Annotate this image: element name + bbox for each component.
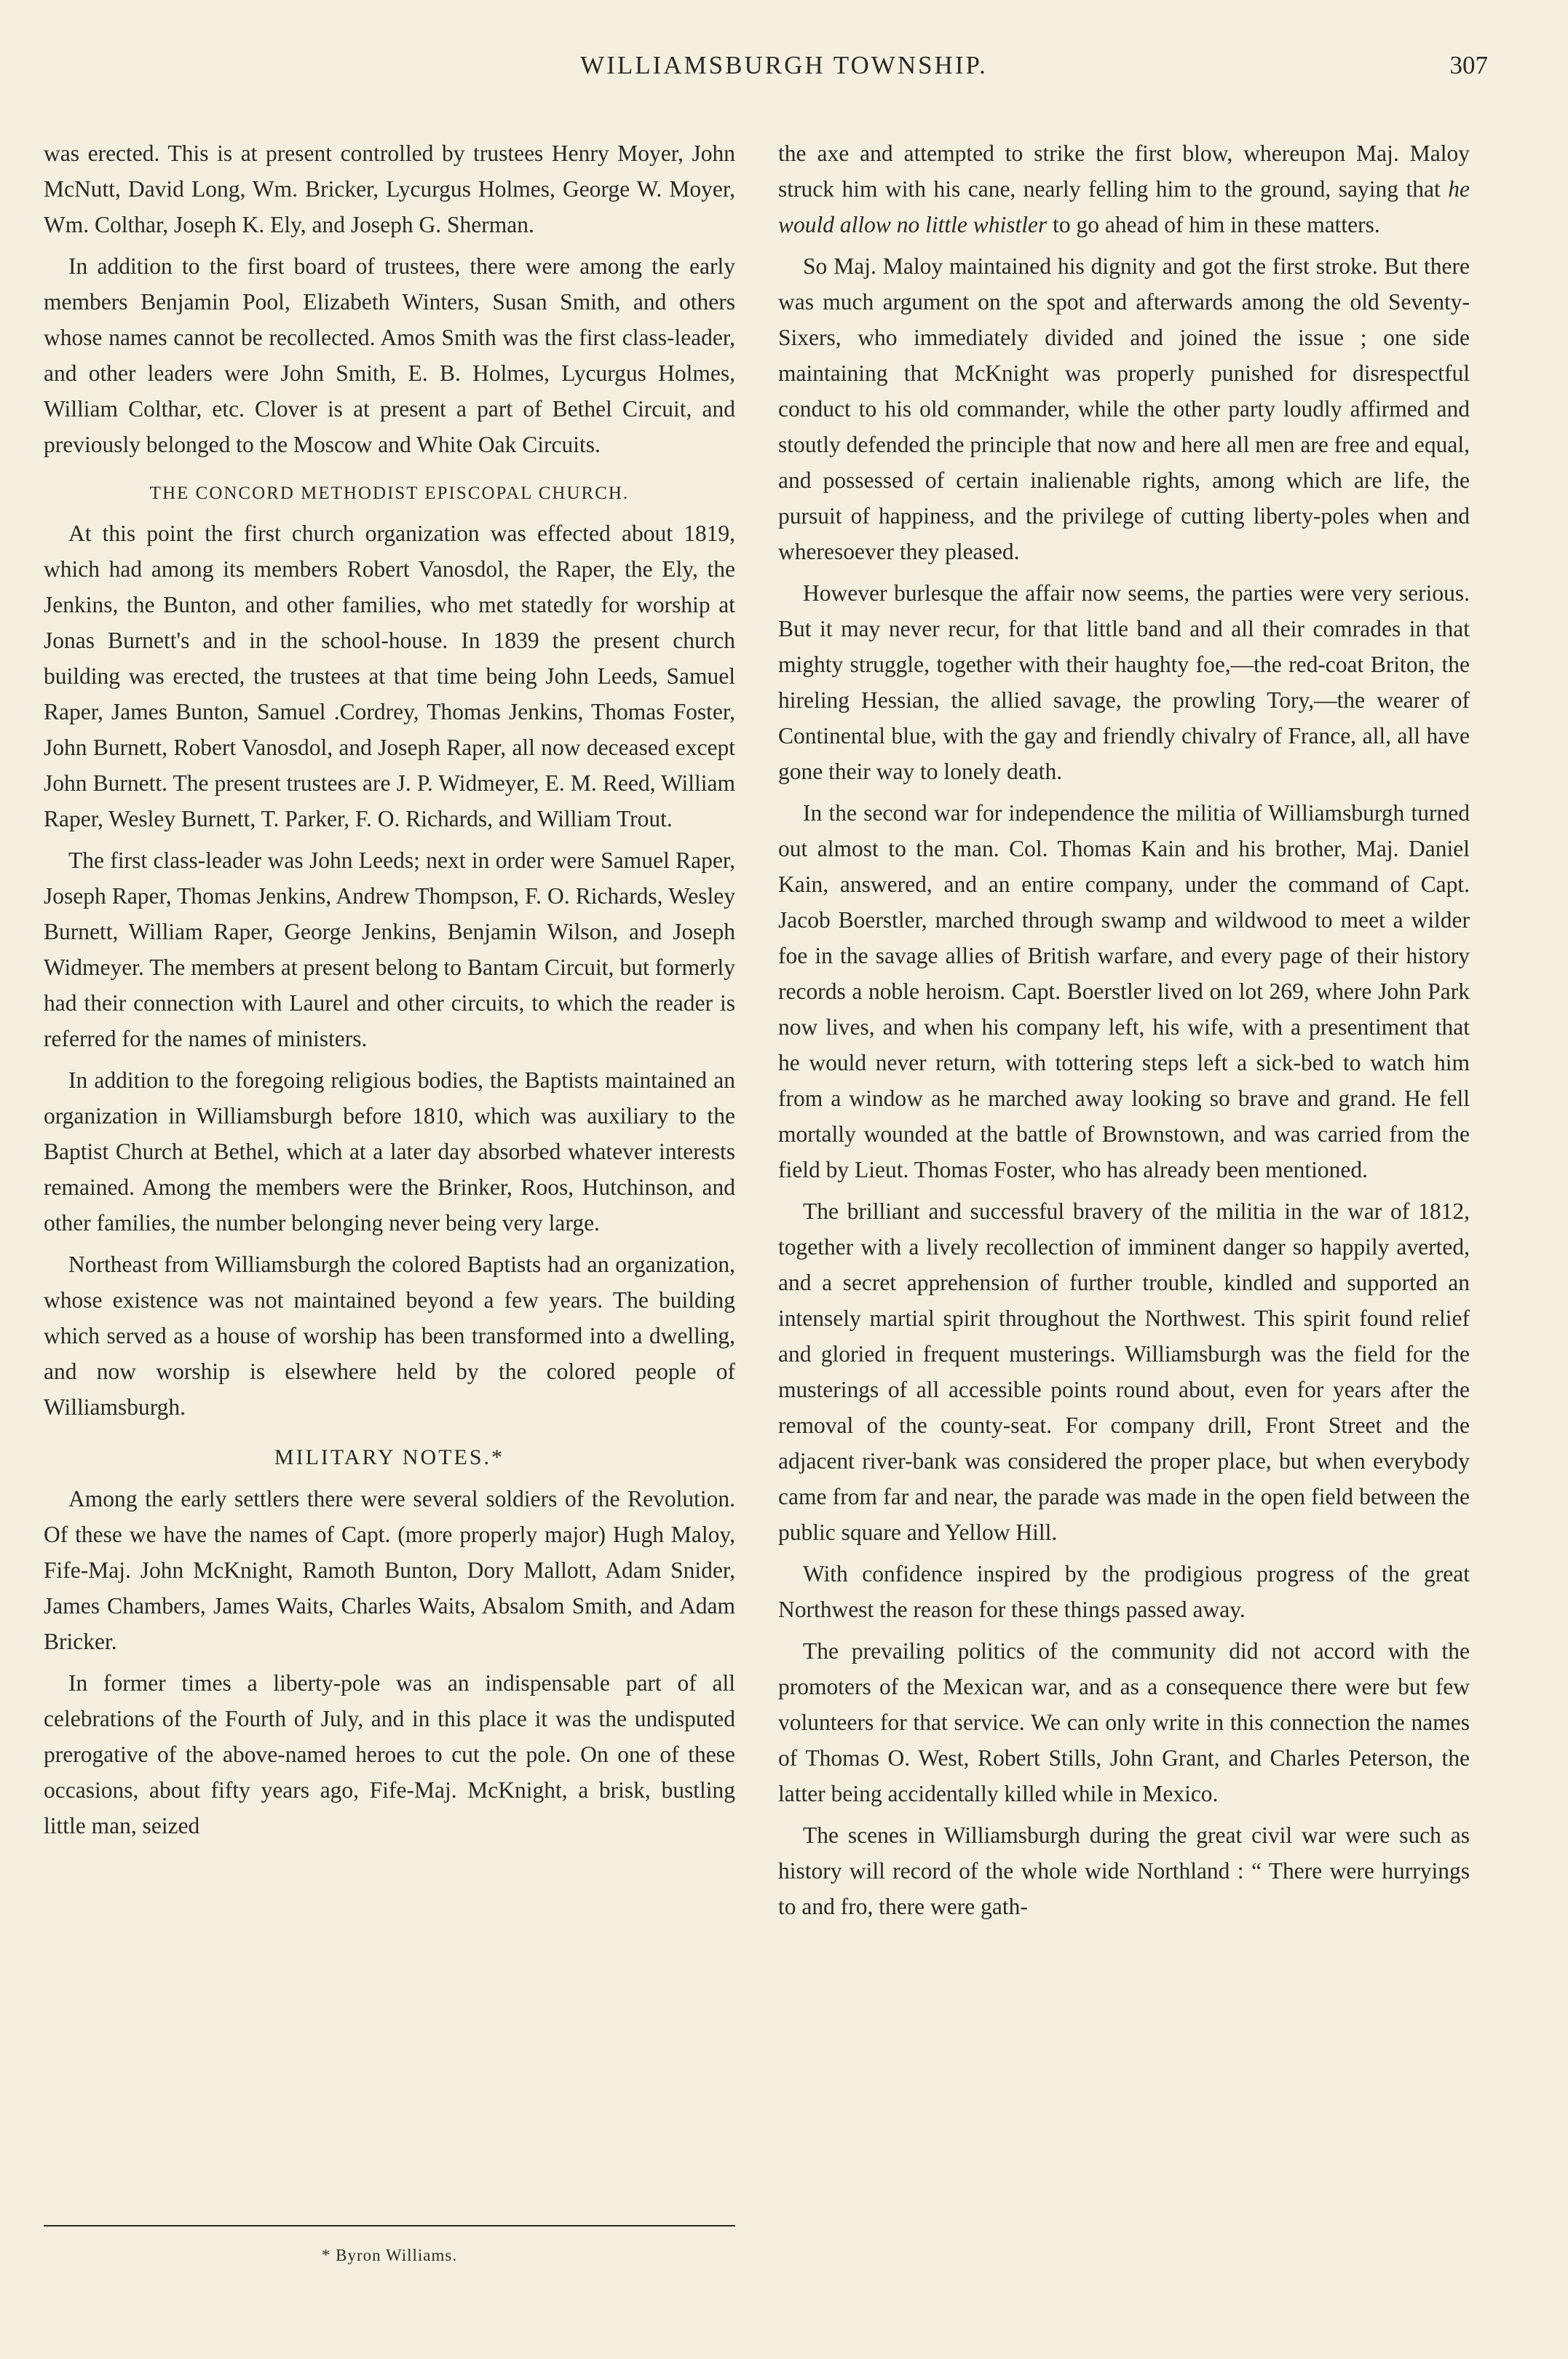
paragraph: Among the early settlers there were several soldiers of the Revolution. Of these we have the names of Capt. (more properly major) Hugh Maloy, Fife-Maj. John McKnight, Ramoth Bunton, Dory Mallott, Adam Snider, James Chambers, James Waits, Charles Waits, Absalom Smith, and Adam Bricker.: [44, 1486, 735, 1654]
right-column: [778, 135, 1470, 1924]
paragraph: [778, 135, 1470, 242]
running-head: [44, 51, 1524, 95]
section-heading-concord-church: THE CONCORD METHODIST EPISCOPAL CHURCH.: [149, 483, 630, 503]
footnote: * Byron Williams.: [321, 2246, 458, 2264]
paragraph-text: the axe and attempted to strike the first blow, whereupon Maj. Maloy struck him with his cane, nearly felling him to the ground, saying that: [778, 141, 1470, 202]
paragraph: The brilliant and successful bravery of the militia in the war of 1812, together with a lively recollection of imminent danger so happily averted, and a secret apprehension of further trouble, kindled and supported an intensely martial spirit throughout the Northwest. This spirit found relief and gloried in frequent musterings. Williamsburgh was the field for the musterings of all accessible points round about, even for years after the removal of the county-seat. For company drill, Front Street and the adjacent river-bank was considered the proper place, but when everybody came from far and near, the parade was made in the open field between the public square and Yellow Hill.: [778, 1198, 1470, 1545]
italic-quote: he would allow no little whistler: [778, 176, 1470, 237]
paragraph: At this point the first church organization was effected about 1819, which had among its members Robert Vanosdol, the Raper, the Ely, the Jenkins, the Bunton, and other families, who met statedly for worship at Jonas Burnett's and in the school-house. In 1839 the present church building was erected, the trustees at that time being John Leeds, Samuel Raper, James Bunton, Samuel .Cordrey, Thomas Jenkins, Thomas Foster, John Burnett, Robert Vanosdol, and Joseph Raper, all now deceased except John Burnett. The present trustees are J. P. Widmeyer, E. M. Reed, William Raper, Wesley Burnett, T. Parker, F. O. Richards, and William Trout.: [44, 521, 735, 831]
paragraph: So Maj. Maloy maintained his dignity and got the first stroke. But there was much argument on the spot and afterwards among the old Seventy-Sixers, who immediately divided and joined the issue ; one side maintaining that McKnight was properly punished for disrespectful conduct to his old commander, while the other party loudly affirmed and stoutly defended the principle that now and here all men are free and equal, and possessed of certain inalienable rights, among which are life, the pursuit of happiness, and the privilege of cutting liberty-poles when and wheresoever they pleased.: [778, 253, 1470, 564]
paragraph: was erected. This is at present controlled by trustees Henry Moyer, John McNutt, David Long, Wm. Bricker, Lycurgus Holmes, George W. Moyer, Wm. Colthar, Joseph K. Ely, and Joseph G. Sherman.: [44, 141, 735, 237]
paragraph: The prevailing politics of the community did not accord with the promoters of the Mexican war, and as a consequence there were but few volunteers for that service. We can only write in this connection the names of Thomas O. West, Robert Stills, John Grant, and Charles Peterson, the latter being accidentally killed while in Mexico.: [778, 1638, 1470, 1806]
running-title: WILLIAMSBURGH TOWNSHIP.: [580, 51, 988, 79]
paragraph: The scenes in Williamsburgh during the great civil war were such as history will record of the whole wide Northland : “ There were hurryings to and fro, there were gath-: [778, 1822, 1470, 1919]
paragraph: In addition to the first board of trustees, there were among the early members Benjamin Pool, Elizabeth Winters, Susan Smith, and others whose names cannot be recollected. Amos Smith was the first class-leader, and other leaders were John Smith, E. B. Holmes, Lycurgus Holmes, William Colthar, etc. Clover is at present a part of Bethel Circuit, and previously belonged to the Moscow and White Oak Circuits.: [44, 253, 735, 457]
paragraph-text: to go ahead of him in these matters.: [1047, 212, 1380, 237]
paragraph: With confidence inspired by the prodigious progress of the great Northwest the reason for these things passed away.: [778, 1561, 1470, 1622]
paragraph: In addition to the foregoing religious bodies, the Baptists maintained an organization in Williamsburgh before 1810, which was auxiliary to the Baptist Church at Bethel, which at a later day absorbed whatever interests remained. Among the members were the Brinker, Roos, Hutchinson, and other families, the number belonging never being very large.: [44, 1067, 735, 1236]
section-heading-military-notes: MILITARY NOTES.*: [274, 1445, 505, 1469]
left-column: [44, 135, 735, 1844]
paragraph: Northeast from Williamsburgh the colored Baptists had an organization, whose existence was not maintained beyond a few years. The building which served as a house of worship has been transformed into a dwelling, and now worship is elsewhere held by the colored people of Williamsburgh.: [44, 1252, 735, 1420]
paragraph: In former times a liberty-pole was an indispensable part of all celebrations of the Fourth of July, and in this place it was the undisputed prerogative of the above-named heroes to cut the pole. On one of these occasions, about fifty years ago, Fife-Maj. McKnight, a brisk, bustling little man, seized: [44, 1670, 735, 1838]
paragraph: The first class-leader was John Leeds; next in order were Samuel Raper, Joseph Raper, Thomas Jenkins, Andrew Thompson, F. O. Richards, Wesley Burnett, William Raper, George Jenkins, Benjamin Wilson, and Joseph Widmeyer. The members at present belong to Bantam Circuit, but formerly had their connection with Laurel and other circuits, to which the reader is referred for the names of ministers.: [44, 847, 735, 1051]
paragraph: However burlesque the affair now seems, the parties were very serious. But it may never recur, for that little band and all their comrades in that mighty struggle, together with their haughty foe,—the red-coat Briton, the hireling Hessian, the allied savage, the prowling Tory,—the wearer of Continental blue, with the gay and friendly chivalry of France, all, all have gone their way to lonely death.: [778, 580, 1470, 784]
footnote-rule: [44, 2225, 735, 2226]
paragraph: In the second war for independence the militia of Williamsburgh turned out almost to the man. Col. Thomas Kain and his brother, Maj. Daniel Kain, answered, and an entire company, under the command of Capt. Jacob Boerstler, marched through swamp and wildwood to meet a wilder foe in the savage allies of British warfare, and every page of their history records a noble heroism. Capt. Boerstler lived on lot 269, where John Park now lives, and when his company left, his wife, with a presentiment that he would never return, with tottering steps left a sick-bed to watch him from a window as he marched away looking so brave and grand. He fell mortally wounded at the battle of Brownstown, and was carried from the field by Lieut. Thomas Foster, who has already been mentioned.: [778, 800, 1470, 1182]
page-number: 307: [1449, 51, 1488, 79]
